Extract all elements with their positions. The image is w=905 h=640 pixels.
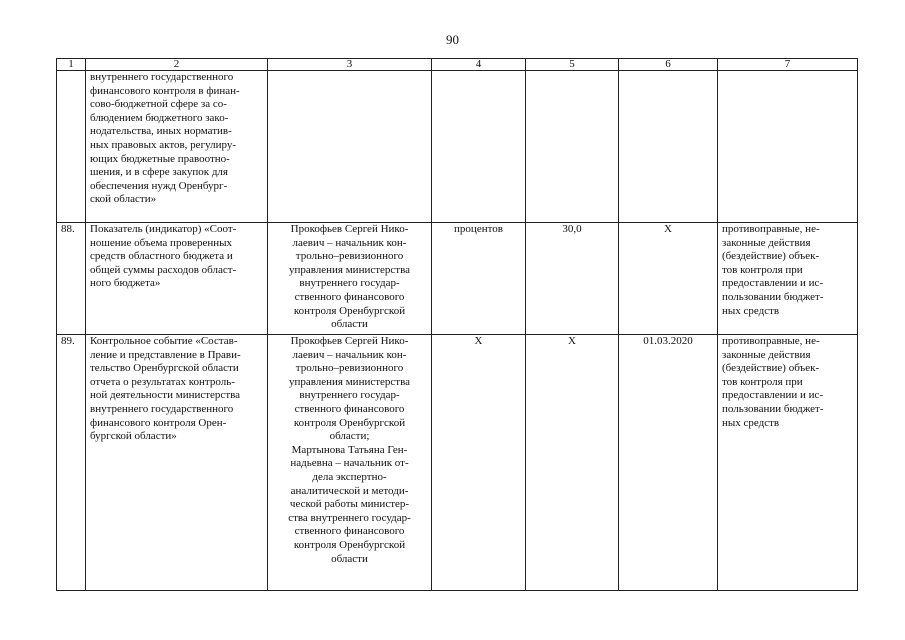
row-name: Показатель (индикатор) «Соот- ношение объема проверенных средств областного бюджета и общей суммы расходов област- ного бюджета» bbox=[86, 223, 268, 335]
row-risks bbox=[718, 71, 858, 223]
row-name: внутреннего государственного финансового контроля в финан- сово-бюджетной сфере за со- блюдением бюджетного зако- нодательства, иных норматив- ных правовых актов, регулиру- ющих бюджетные правоотно- шения, и в сфере закупок для обеспечения нужд Оренбург- ской области» bbox=[86, 71, 268, 223]
row-unit: Х bbox=[432, 335, 526, 591]
page-number: 90 bbox=[446, 32, 459, 47]
column-header: 1 bbox=[57, 59, 86, 71]
row-date: 01.03.2020 bbox=[619, 335, 718, 591]
table-row bbox=[57, 335, 858, 591]
row-name: Контрольное событие «Состав- ление и представление в Прави- тельство Оренбургской области отчета о результатах контроль- ной деятельности министерства внутреннего государственного финансового контроля Орен- бургской области» bbox=[86, 335, 268, 591]
plan-table bbox=[56, 58, 858, 591]
row-number: 88. bbox=[57, 223, 86, 335]
row-value: 30,0 bbox=[526, 223, 619, 335]
column-header: 3 bbox=[268, 59, 432, 71]
row-unit bbox=[432, 71, 526, 223]
row-responsible: Прокофьев Сергей Нико- лаевич – начальник кон- трольно–ревизионного управления министерства внутреннего государ- ственного финансового контроля Оренбургской области; Мартынова Татьяна Ген- надьевна – начальник от- дела экспертно- аналитической и методи- ческой работы министер- ства внутреннего государ- ственного финансового контроля Оренбургской области bbox=[268, 335, 432, 591]
column-header: 2 bbox=[86, 59, 268, 71]
row-number: 89. bbox=[57, 335, 86, 591]
row-risks: противоправные, не- законные действия (бездействие) объек- тов контроля при предоставлении и ис- пользовании бюджет- ных средств bbox=[718, 335, 858, 591]
row-responsible: Прокофьев Сергей Нико- лаевич – начальник кон- трольно–ревизионного управления министерства внутреннего государ- ственного финансового контроля Оренбургской области bbox=[268, 223, 432, 335]
row-date bbox=[619, 71, 718, 223]
row-risks: противоправные, не- законные действия (бездействие) объек- тов контроля при предоставлении и ис- пользовании бюджет- ных средств bbox=[718, 223, 858, 335]
column-header: 5 bbox=[526, 59, 619, 71]
row-responsible bbox=[268, 71, 432, 223]
row-unit: процентов bbox=[432, 223, 526, 335]
row-value bbox=[526, 71, 619, 223]
row-number bbox=[57, 71, 86, 223]
column-header: 4 bbox=[432, 59, 526, 71]
column-header: 6 bbox=[619, 59, 718, 71]
column-header: 7 bbox=[718, 59, 858, 71]
table-row bbox=[57, 223, 858, 335]
column-number-header bbox=[57, 59, 858, 71]
row-date: Х bbox=[619, 223, 718, 335]
row-value: Х bbox=[526, 335, 619, 591]
table-row bbox=[57, 71, 858, 223]
